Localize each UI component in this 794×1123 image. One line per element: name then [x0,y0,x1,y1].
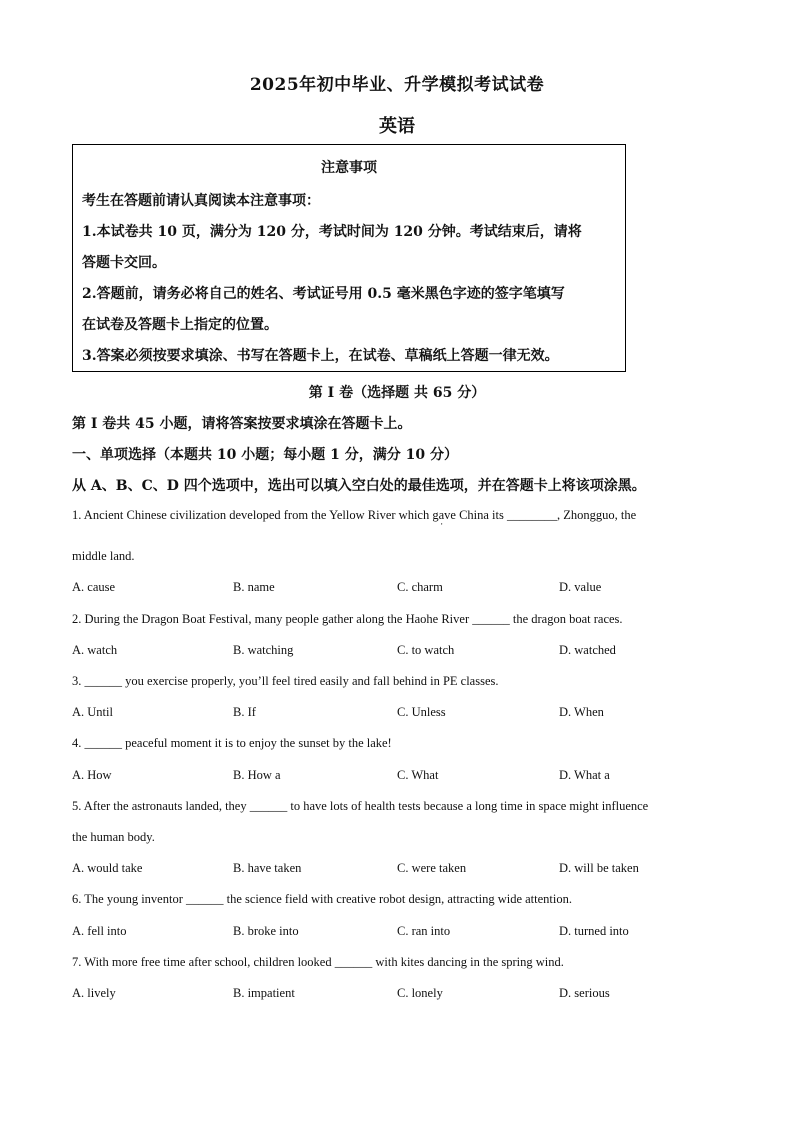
question-3-option-a: A. Until [72,705,113,719]
question-7-stem: 7. With more free time after school, children looked ______ with kites dancing in the spring wind. [72,955,564,969]
question-5-option-b: B. have taken [233,861,302,875]
question-7-option-c: C. lonely [397,986,443,1000]
question-5-options [72,861,732,879]
question-1-option-b: B. name [233,580,275,594]
question-1-stem: 1. Ancient Chinese civilization developed from the Yellow River which gave China its ________, Zhongguo, the [72,508,637,522]
question-4-option-c: C. What [397,768,439,782]
part-title: 第 I 卷（选择题 共 65 分） [308,385,486,401]
question-3-option-d: D. When [559,705,604,719]
question-5-option-c: C. were taken [397,861,467,875]
question-6-option-b: B. broke into [233,924,299,938]
question-3-option-b: B. If [233,705,256,719]
question-1-option-a: A. cause [72,580,116,594]
subject-title: 英语 [379,116,415,137]
notice-item-2-line-1: 2.答题前，请务必将自己的姓名、考试证号用 0.5 毫米黑色字迹的签字笔填写 [82,286,565,302]
question-1-stem-cont: middle land. [72,549,135,563]
question-4-option-d: D. What a [559,768,610,782]
question-2-option-a: A. watch [72,643,118,657]
question-1-options [72,580,732,598]
question-4-option-b: B. How a [233,768,281,782]
question-7-options [72,986,732,1004]
question-6-option-c: C. ran into [397,924,451,938]
question-2-option-c: C. to watch [397,643,455,657]
question-2-stem: 2. During the Dragon Boat Festival, many people gather along the Haohe River ______ the dragon boat races. [72,612,623,626]
question-5-stem-cont: the human body. [72,830,155,844]
question-2-option-d: D. watched [559,643,616,657]
stray-mark: ' [441,522,443,531]
question-5-option-d: D. will be taken [559,861,639,875]
notice-item-2-line-2: 在试卷及答题卡上指定的位置。 [82,317,278,333]
question-3-stem: 3. ______ you exercise properly, you’ll feel tired easily and fall behind in PE classes. [72,674,499,688]
question-2-option-b: B. watching [233,643,294,657]
question-5-stem: 5. After the astronauts landed, they ______ to have lots of health tests because a long time in space might influence [72,799,649,813]
section-directions: 从 A、B、C、D 四个选项中，选出可以填入空白处的最佳选项，并在答题卡上将该项涂黑。 [72,478,646,494]
question-6-option-a: A. fell into [72,924,127,938]
question-6-options [72,924,732,942]
notice-item-1-line-1: 1.本试卷共 10 页，满分为 120 分，考试时间为 120 分钟。考试结束后，请将 [82,224,582,240]
notice-item-3: 3.答案必须按要求填涂、书写在答题卡上，在试卷、草稿纸上答题一律无效。 [82,348,559,364]
question-6-stem: 6. The young inventor ______ the science field with creative robot design, attracting wide attention. [72,892,572,906]
notice-title: 注意事项 [321,160,377,176]
notice-intro: 考生在答题前请认真阅读本注意事项： [82,193,320,209]
notice-box [72,144,626,372]
question-1-option-c: C. charm [397,580,443,594]
notice-item-1-line-2: 答题卡交回。 [82,255,166,271]
question-2-options [72,643,732,661]
question-7-option-b: B. impatient [233,986,295,1000]
question-7-option-d: D. serious [559,986,610,1000]
section-heading: 一、单项选择（本题共 10 小题；每小题 1 分，满分 10 分） [72,447,458,463]
question-4-options [72,768,732,786]
part-instruction: 第 I 卷共 45 小题，请将答案按要求填涂在答题卡上。 [72,416,412,432]
question-4-option-a: A. How [72,768,112,782]
question-6-option-d: D. turned into [559,924,629,938]
question-4-stem: 4. ______ peaceful moment it is to enjoy the sunset by the lake! [72,736,392,750]
question-3-options [72,705,732,723]
exam-title: 2025年初中毕业、升学模拟考试试卷 [249,75,545,95]
question-5-option-a: A. would take [72,861,143,875]
question-3-option-c: C. Unless [397,705,446,719]
question-1-option-d: D. value [559,580,602,594]
question-7-option-a: A. lively [72,986,116,1000]
